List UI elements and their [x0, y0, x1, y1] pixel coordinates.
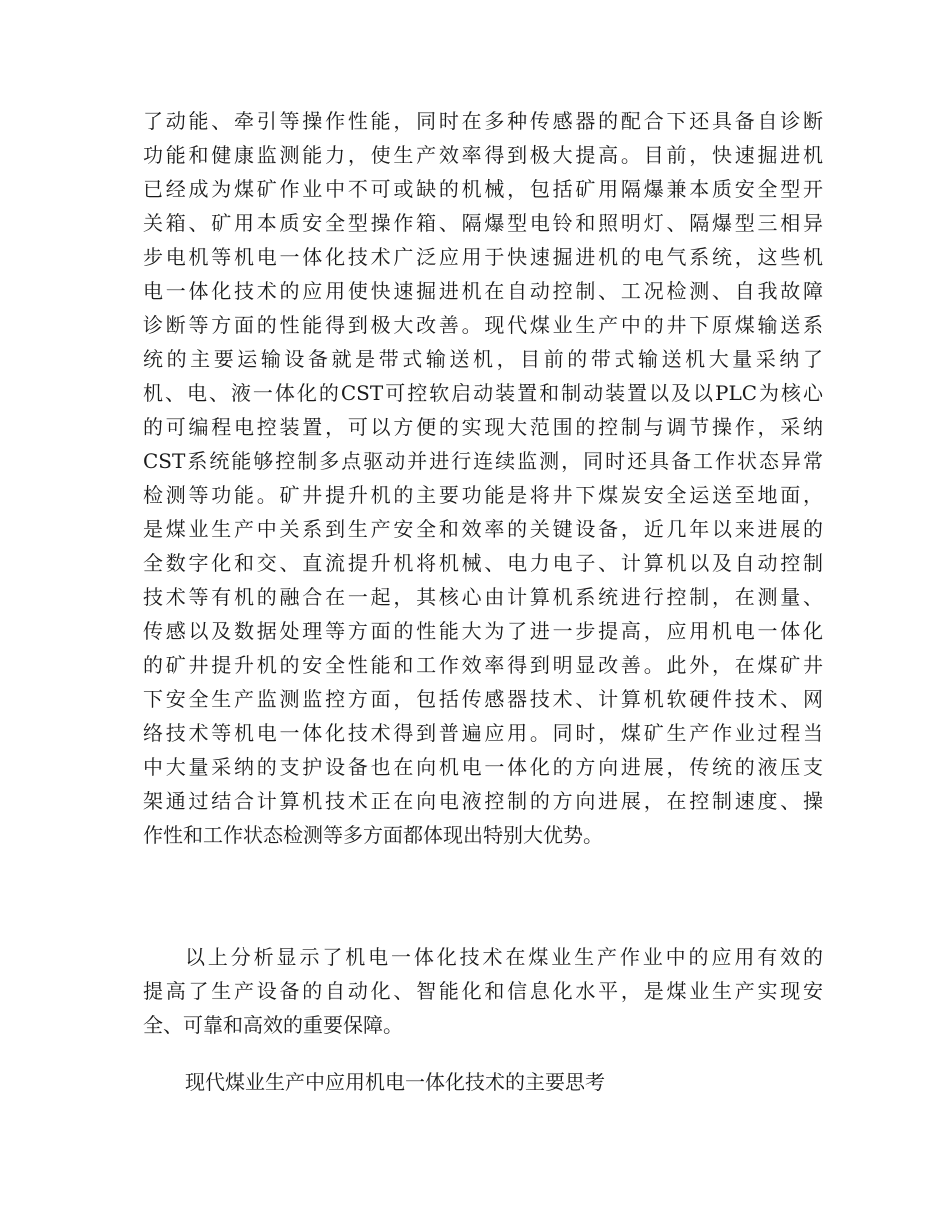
- text-line: 是煤业生产中关系到生产安全和效率的关键设备，近几年以来进展的: [143, 517, 823, 541]
- text-line: 技术等有机的融合在一起，其核心由计算机系统进行控制，在测量、: [143, 585, 823, 609]
- text-line: 电一体化技术的应用使快速掘进机在自动控制、工况检测、自我故障: [143, 279, 823, 303]
- text-line: 机、电、液一体化的CST可控软启动装置和制动装置以及以PLC为核心: [143, 381, 823, 405]
- text-line: 的可编程电控装置，可以方便的实现大范围的控制与调节操作，采纳: [143, 415, 823, 439]
- text-line: 提高了生产设备的自动化、智能化和信息化水平，是煤业生产实现安: [143, 979, 823, 1003]
- text-line: 步电机等机电一体化技术广泛应用于快速掘进机的电气系统，这些机: [143, 245, 823, 269]
- text-line: 的矿井提升机的安全性能和工作效率得到明显改善。此外，在煤矿井: [143, 653, 823, 677]
- text-line: 了动能、牵引等操作性能，同时在多种传感器的配合下还具备自诊断: [143, 109, 823, 133]
- text-line: 传感以及数据处理等方面的性能大为了进一步提高，应用机电一体化: [143, 619, 823, 643]
- text-line: 中大量采纳的支护设备也在向机电一体化的方向进展，传统的液压支: [143, 755, 823, 779]
- text-line: 以上分析显示了机电一体化技术在煤业生产作业中的应用有效的: [185, 945, 823, 969]
- text-line: 统的主要运输设备就是带式输送机，目前的带式输送机大量采纳了: [143, 347, 823, 371]
- text-line: 全、可靠和高效的重要保障。: [143, 1013, 403, 1037]
- paragraph-equipment-applications: [143, 104, 823, 852]
- text-line: 架通过结合计算机技术正在向电液控制的方向进展，在控制速度、操: [143, 789, 823, 813]
- text-line: 关箱、矿用本质安全型操作箱、隔爆型电铃和照明灯、隔爆型三相异: [143, 211, 823, 235]
- text-line: 功能和健康监测能力，使生产效率得到极大提高。目前，快速掘进机: [143, 143, 823, 167]
- paragraph-summary: [143, 940, 823, 1042]
- text-line: 全数字化和交、直流提升机将机械、电力电子、计算机以及自动控制: [143, 551, 823, 575]
- text-line: 下安全生产监测监控方面，包括传感器技术、计算机软硬件技术、网: [143, 687, 823, 711]
- text-line: 检测等功能。矿井提升机的主要功能是将井下煤炭安全运送至地面，: [143, 483, 823, 507]
- section-heading-text: 现代煤业生产中应用机电一体化技术的主要思考: [185, 1070, 605, 1094]
- text-line: 作性和工作状态检测等多方面都体现出特别大优势。: [143, 823, 603, 847]
- text-line: CST系统能够控制多点驱动并进行连续监测，同时还具备工作状态异常: [143, 449, 823, 473]
- section-heading: [143, 1065, 823, 1099]
- text-line: 已经成为煤矿作业中不可或缺的机械，包括矿用隔爆兼本质安全型开: [143, 177, 823, 201]
- text-line: 络技术等机电一体化技术得到普遍应用。同时，煤矿生产作业过程当: [143, 721, 823, 745]
- text-line: 诊断等方面的性能得到极大改善。现代煤业生产中的井下原煤输送系: [143, 313, 823, 337]
